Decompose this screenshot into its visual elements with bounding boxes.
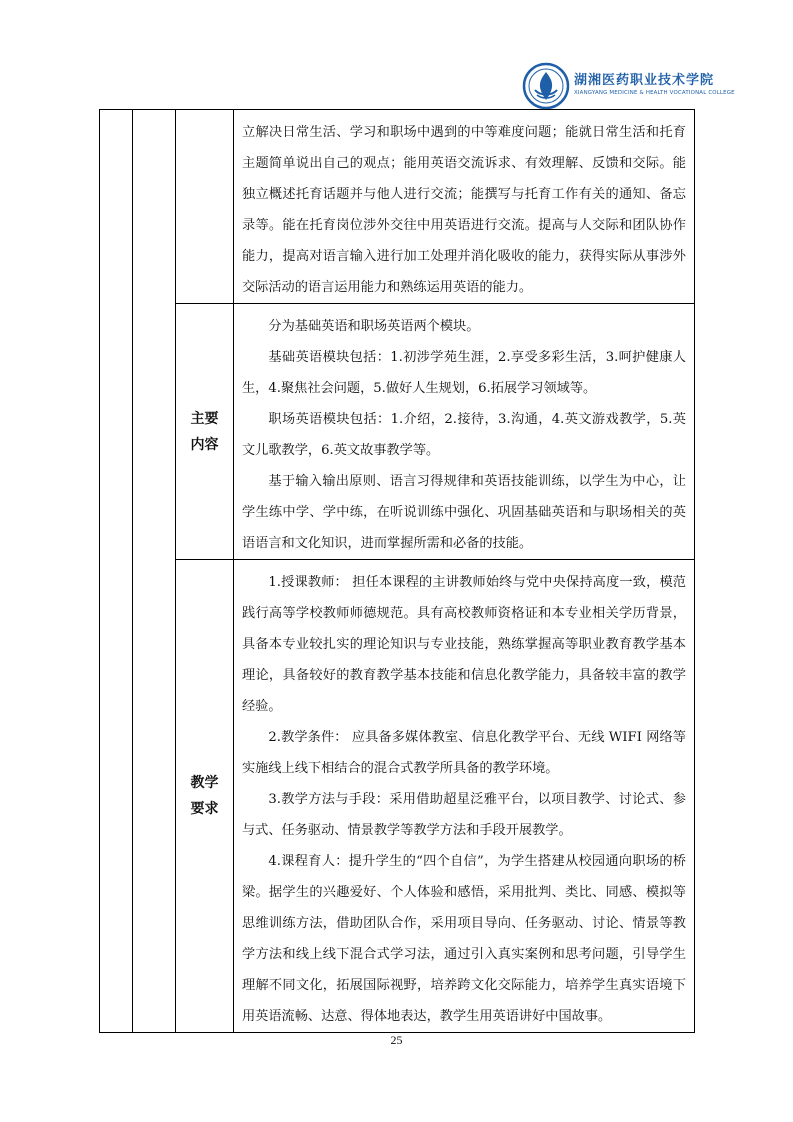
main-content-paragraph-2: 基础英语模块包括：1.初涉学苑生涯，2.享受多彩生活，3.呵护健康人生，4.聚焦社会问题，5.做好人生规划，6.拓展学习领域等。	[242, 350, 686, 396]
main-content-label-line1: 主要	[190, 410, 219, 427]
main-content-paragraph-3: 职场英语模块包括：1.介绍，2.接待，3.沟通，4.英文游戏教学，5.英文儿歌教学，6.英文故事教学等。	[242, 412, 686, 458]
teaching-requirements-paragraph-2: 2.教学条件： 应具备多媒体教室、信息化教学平台、无线 WIFI 网络等实施线上线下相结合的混合式教学所具备的教学环境。	[242, 730, 686, 776]
college-logo	[522, 62, 735, 112]
main-content-label	[176, 304, 234, 560]
main-content-paragraph-4: 基于输入输出原则、语言习得规律和英语技能训练，以学生为中心，让学生练中学、学中练，在听说训练中强化、巩固基础英语和与职场相关的英语语言和文化知识，进而掌握所需和必备的技能。	[242, 474, 686, 551]
teaching-requirements-paragraph-4: 4.课程育人：提升学生的“四个自信”，为学生搭建从校园通向职场的桥梁。据学生的兴趣爱好、个人体验和感悟，采用批判、类比、同感、模拟等思维训练方法，借助团队合作，采用项目导向、任务驱动、讨论、情景等教学方法和线上线下混合式学习法，通过引入真实案例和思考问题，引导学生理解不同文化，拓展国际视野，培养跨文化交际能力，培养学生真实语境下用英语流畅、达意、得体地表达，教学生用英语讲好中国故事。	[242, 854, 686, 1024]
main-content-cell	[234, 304, 695, 560]
course-table	[99, 109, 695, 1033]
table-cell-label-empty	[176, 110, 234, 304]
page-number: 25	[390, 1033, 403, 1047]
table-row-teaching-requirements	[100, 560, 695, 1033]
teaching-requirements-label-line2: 要求	[190, 801, 219, 817]
table-cell-col2	[133, 110, 176, 1033]
teaching-requirements-label	[176, 560, 234, 1033]
college-name: 湖湘医药职业技术学院	[574, 73, 715, 88]
objectives-text: 立解决日常生活、学习和职场中遇到的中等难度问题；能就日常生活和托育主题简单说出自己的观点；能用英语交流诉求、有效理解、反馈和交际。能独立概述托育话题并与他人进行交流；能撰写与托育工作有关的通知、备忘录等。能在托育岗位涉外交往中用英语进行交流。提高与人交际和团队协作能力，提高对语言输入进行加工处理并消化吸收的能力，获得实际从事涉外交际活动的语言运用能力和熟练运用英语的能力。	[242, 125, 686, 295]
table-row-main-content	[100, 304, 695, 560]
college-name-english: XIANGYANG MEDICINE & HEALTH VOCATIONAL COLLEGE	[574, 90, 735, 96]
table-cell-col1	[100, 110, 133, 1033]
teaching-requirements-paragraph-1: 1.授课教师： 担任本课程的主讲教师始终与党中央保持高度一致，模范践行高等学校教师师德规范。具有高校教师资格证和本专业相关学历背景，具备本专业较扎实的理论知识与专业技能，熟练掌握高等职业教育教学基本理论，具备较好的教育教学基本技能和信息化教学能力，具备较丰富的教学经验。	[242, 575, 686, 714]
objectives-content	[234, 110, 695, 304]
table-row-objectives	[100, 110, 695, 304]
teaching-requirements-paragraph-3: 3.教学方法与手段：采用借助超星泛雅平台，以项目教学、讨论式、参与式、任务驱动、情景教学等教学方法和手段开展教学。	[242, 792, 686, 838]
teaching-requirements-label-line1: 教学	[190, 775, 219, 791]
main-content-paragraph-1: 分为基础英语和职场英语两个模块。	[268, 319, 480, 334]
main-content-label-line2: 内容	[190, 436, 219, 453]
teaching-requirements-cell	[234, 560, 695, 1033]
college-emblem-icon	[522, 62, 570, 110]
